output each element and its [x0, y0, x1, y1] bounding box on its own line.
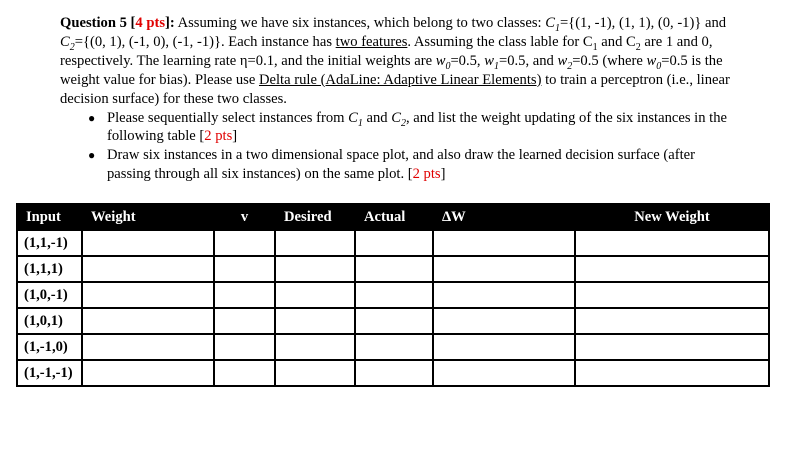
header-weight: Weight	[82, 204, 214, 230]
weight-cell[interactable]	[82, 308, 214, 334]
delta-w-cell[interactable]	[433, 282, 575, 308]
weight-w2-value: =0.5 (where	[572, 52, 647, 69]
desired-cell[interactable]	[275, 308, 355, 334]
delta-w-cell[interactable]	[433, 308, 575, 334]
question-text: and C	[597, 33, 636, 50]
actual-cell[interactable]	[355, 360, 433, 386]
task-text: Draw six instances in a two dimensional space plot, and also draw the learned decision surface (after passing through all six instances) on the same plot. [	[107, 147, 696, 183]
desired-cell[interactable]	[275, 230, 355, 256]
new-weight-cell[interactable]	[575, 230, 769, 256]
v-cell[interactable]	[214, 334, 275, 360]
header-desired: Desired	[275, 204, 355, 230]
task-text: and	[362, 109, 392, 126]
weight-w0-value: =0.5,	[450, 52, 485, 69]
question-text: . Assuming the class lable for C	[407, 33, 593, 50]
weight-w1: w	[484, 52, 494, 69]
v-cell[interactable]	[214, 360, 275, 386]
table-row	[17, 256, 769, 282]
actual-cell[interactable]	[355, 334, 433, 360]
task-text: ]	[440, 166, 446, 183]
task-text: ]	[232, 128, 238, 145]
weight-w0-sub: 0	[445, 60, 451, 72]
actual-cell[interactable]	[355, 256, 433, 282]
task-text: Please sequentially select instances from	[107, 109, 349, 126]
actual-cell[interactable]	[355, 308, 433, 334]
task-text: , and list the weight updating of the six instances in the following table [	[107, 109, 727, 145]
task-class-c2-sub: 2	[400, 117, 406, 129]
weight-w0: w	[435, 52, 446, 69]
table-row	[17, 360, 769, 386]
input-cell: (1,0,1)	[17, 308, 82, 334]
weight-w1-value: =0.5, and	[498, 52, 558, 69]
delta-rule-link[interactable]: Delta rule (AdaLine: Adaptive Linear Elements)	[258, 71, 542, 88]
delta-w-cell[interactable]	[433, 334, 575, 360]
task-item-table	[88, 109, 730, 147]
weight-cell[interactable]	[82, 282, 214, 308]
table-row	[17, 334, 769, 360]
desired-cell[interactable]	[275, 256, 355, 282]
question-label: Question 5 [	[60, 15, 136, 31]
new-weight-cell[interactable]	[575, 256, 769, 282]
question-text: Assuming we have six instances, which belong to two classes:	[174, 15, 546, 31]
question-block	[60, 14, 730, 184]
delta-w-cell[interactable]	[433, 360, 575, 386]
task-points: 2 pts	[204, 128, 233, 145]
class-c2-set: ={(0, 1), (-1, 0), (-1, -1)}. Each instance has	[74, 33, 336, 50]
actual-cell[interactable]	[355, 230, 433, 256]
class-c1: C	[545, 15, 555, 31]
weight-w0-bias-sub: 0	[656, 60, 662, 72]
header-delta-w: ΔW	[433, 204, 575, 230]
bullet-icon: ●	[88, 110, 96, 125]
header-new-weight: New Weight	[575, 204, 769, 230]
header-actual: Actual	[355, 204, 433, 230]
table-row	[17, 282, 769, 308]
task-class-c1: C	[348, 109, 358, 126]
class-c1-sub: 1	[554, 22, 560, 34]
question-label-close: ]:	[165, 15, 175, 31]
weight-w0-bias: w	[646, 52, 657, 69]
input-cell: (1,-1,-1)	[17, 360, 82, 386]
task-class-c2: C	[391, 109, 401, 126]
weight-cell[interactable]	[82, 230, 214, 256]
desired-cell[interactable]	[275, 334, 355, 360]
label-c1-sub: 1	[592, 41, 598, 53]
weight-w1-sub: 1	[493, 60, 499, 72]
delta-w-cell[interactable]	[433, 256, 575, 282]
task-class-c1-sub: 1	[357, 117, 363, 129]
new-weight-cell[interactable]	[575, 282, 769, 308]
question-paragraph	[60, 14, 730, 109]
weight-update-table	[16, 203, 770, 387]
desired-cell[interactable]	[275, 282, 355, 308]
bullet-icon: ●	[88, 148, 96, 163]
weight-w2-sub: 2	[567, 60, 573, 72]
new-weight-cell[interactable]	[575, 308, 769, 334]
delta-w-cell[interactable]	[433, 230, 575, 256]
input-cell: (1,-1,0)	[17, 334, 82, 360]
v-cell[interactable]	[214, 230, 275, 256]
weight-cell[interactable]	[82, 256, 214, 282]
new-weight-cell[interactable]	[575, 360, 769, 386]
label-c2-sub: 2	[635, 41, 641, 53]
v-cell[interactable]	[214, 282, 275, 308]
class-c2: C	[60, 33, 70, 50]
question-text: to train a perceptron (i.e., linear decision surface) for these two classes.	[60, 71, 730, 107]
task-list	[60, 109, 730, 185]
header-v: v	[214, 204, 275, 230]
input-cell: (1,1,1)	[17, 256, 82, 282]
input-cell: (1,0,-1)	[17, 282, 82, 308]
v-cell[interactable]	[214, 256, 275, 282]
desired-cell[interactable]	[275, 360, 355, 386]
weight-cell[interactable]	[82, 334, 214, 360]
two-features: two features	[335, 33, 408, 50]
weight-w2: w	[557, 52, 568, 69]
table-header-row	[17, 204, 769, 230]
weight-cell[interactable]	[82, 360, 214, 386]
task-item-plot	[88, 146, 730, 184]
question-points: 4 pts	[135, 15, 166, 31]
new-weight-cell[interactable]	[575, 334, 769, 360]
table-row	[17, 230, 769, 256]
table-row	[17, 308, 769, 334]
header-input: Input	[17, 204, 82, 230]
v-cell[interactable]	[214, 308, 275, 334]
class-c1-set: ={(1, -1), (1, 1), (0, -1)} and	[559, 15, 727, 31]
task-points: 2 pts	[412, 166, 441, 183]
input-cell: (1,1,-1)	[17, 230, 82, 256]
weight-w0-bias-value: =0.5 is the weight value for bias). Please use	[60, 52, 723, 88]
actual-cell[interactable]	[355, 282, 433, 308]
question-text: are 1 and 0, respectively. The learning rate η=0.1, and the initial weights are	[60, 33, 713, 69]
class-c2-sub: 2	[69, 41, 75, 53]
